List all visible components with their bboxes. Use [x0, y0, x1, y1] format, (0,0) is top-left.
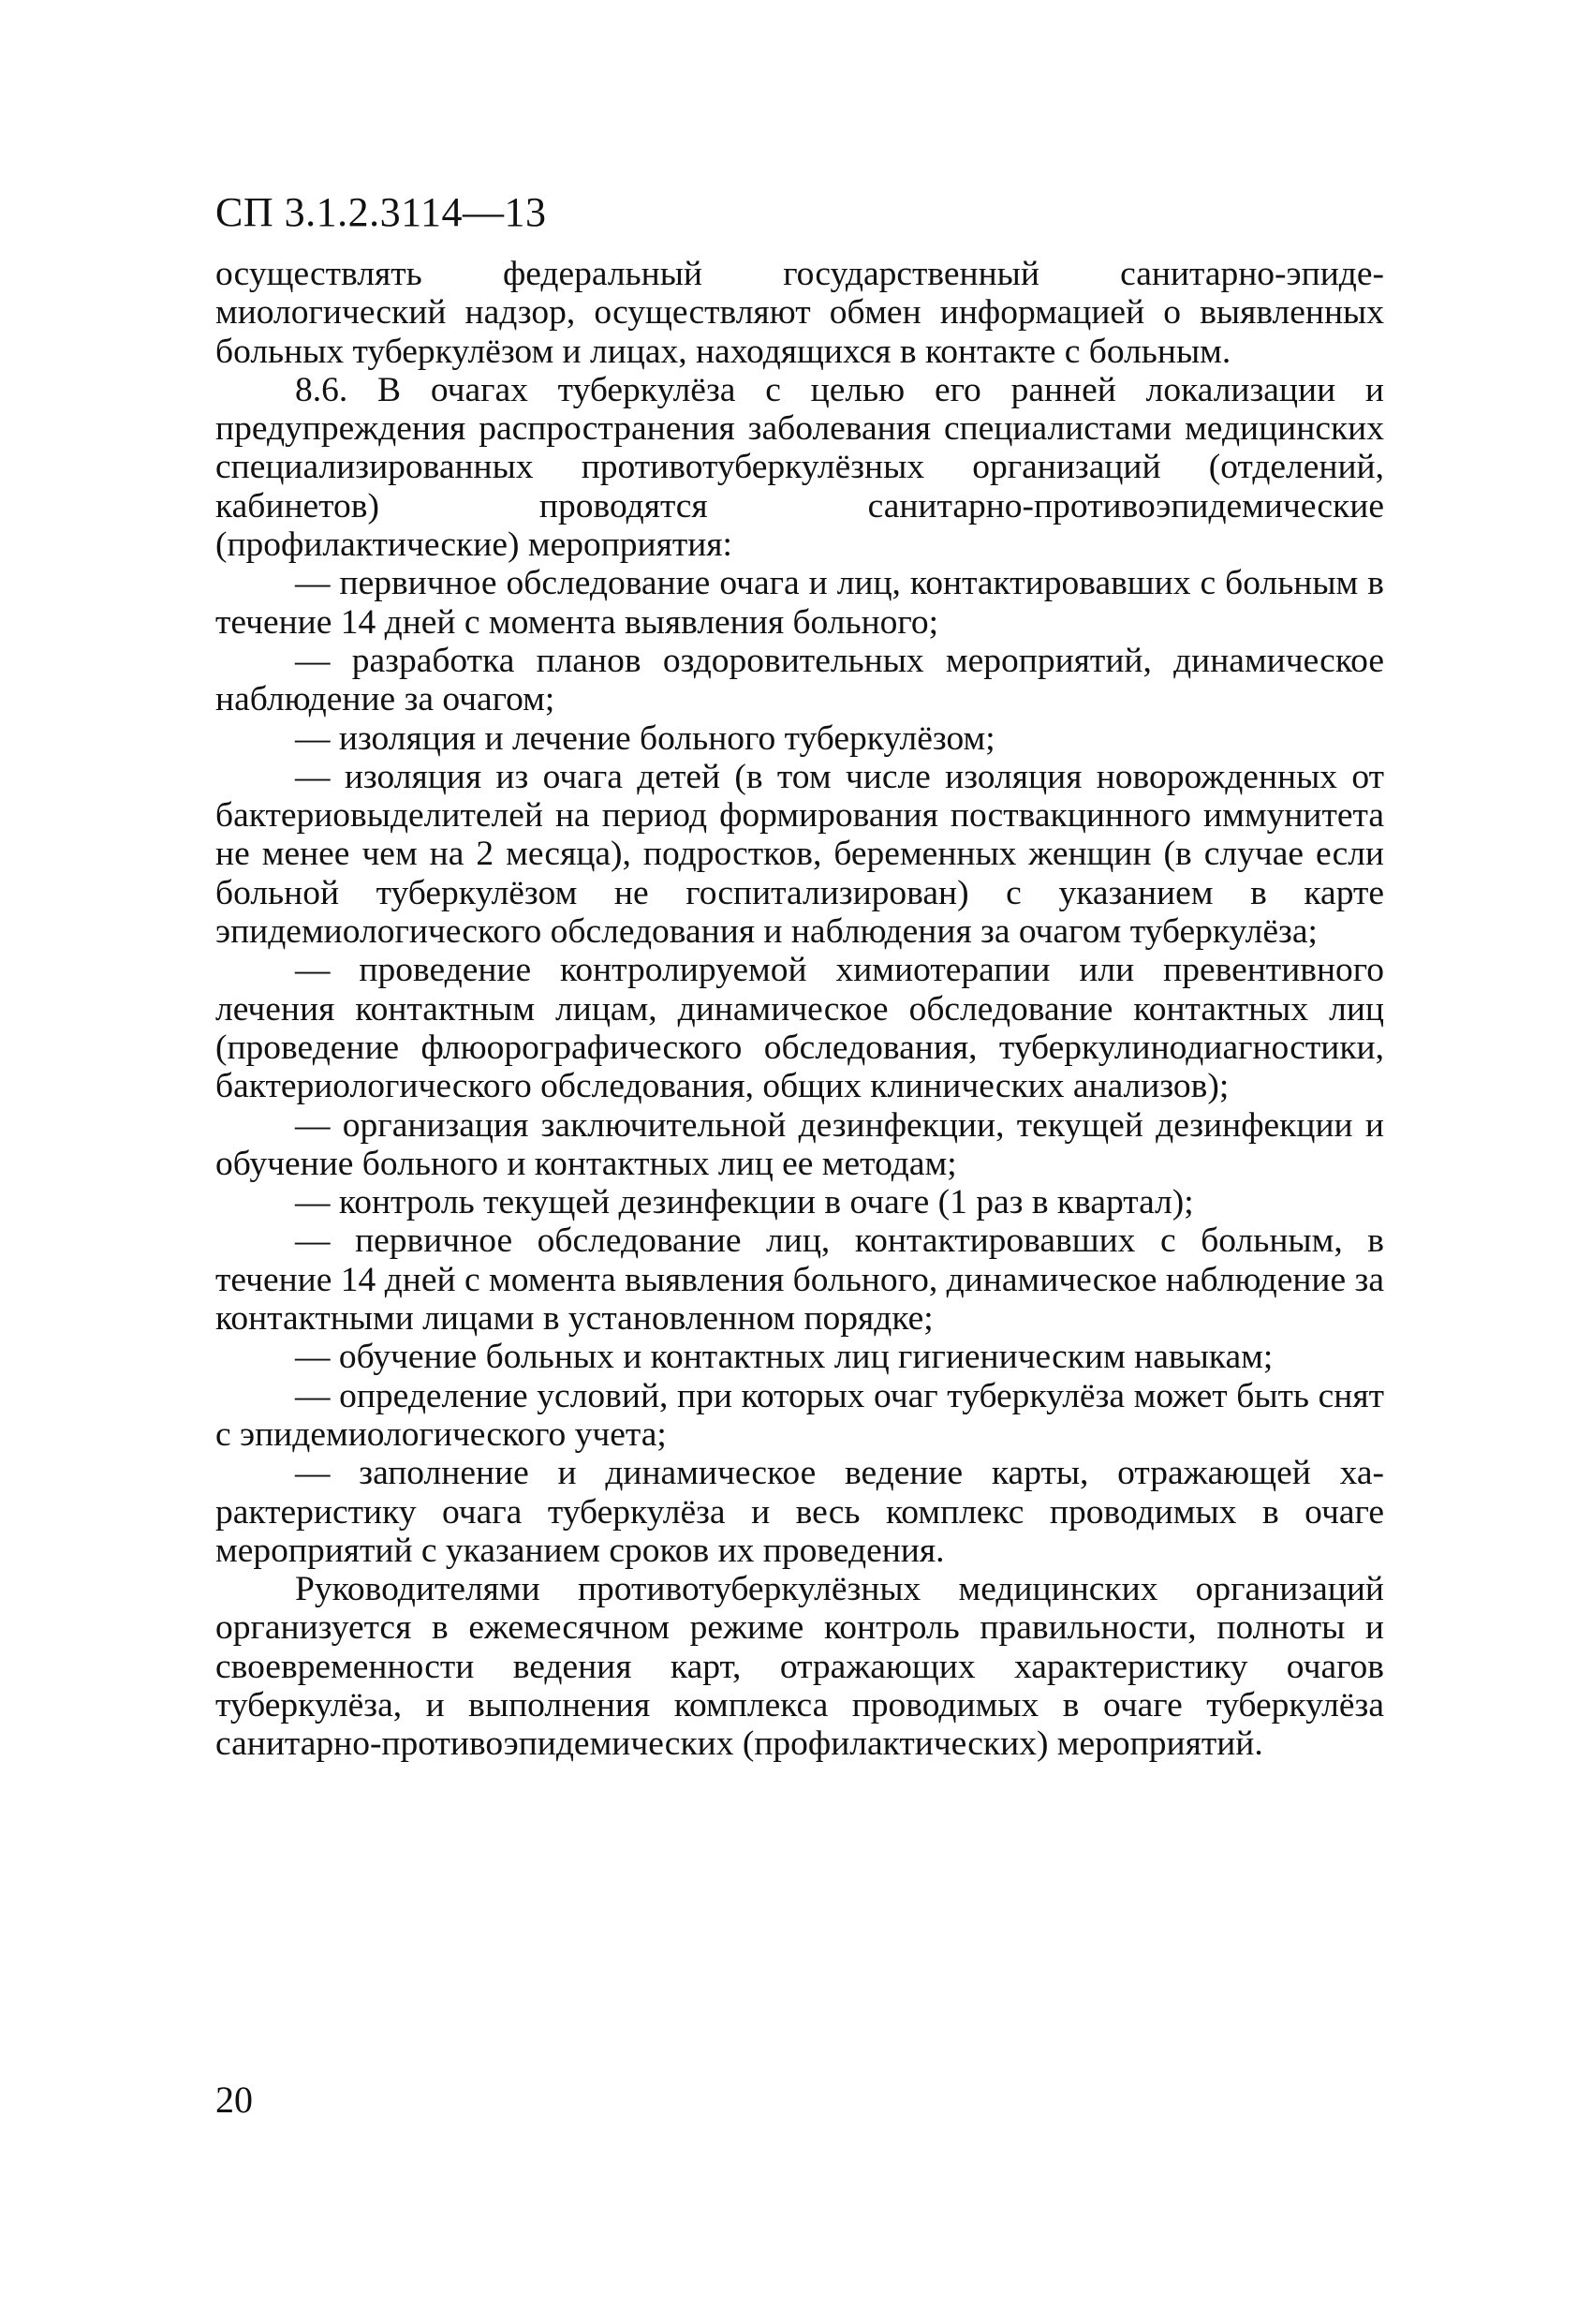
list-item: — разработка планов оздоровительных мероприятий, динамическое наблюдение за очагом;	[215, 641, 1384, 719]
list-item: — изоляция из очага детей (в том числе изоляция новорожденных от бактериовыделителей на период формирования поствакцинного иммунитета не менее чем на 2 месяца), подростков, беременных женщин (в случае если больной туберкулёзом не госпитализирован) с указанием в карте эпидемиологического обследования и наблюдения за очагом туберкулёза;	[215, 757, 1384, 952]
list-item: — обучение больных и контактных лиц гигиеническим навыкам;	[295, 1338, 1274, 1377]
list-item: — определение условий, при которых очаг туберкулёза может быть снят с эпидемиологического учета;	[215, 1376, 1384, 1454]
list-item: — заполнение и динамическое ведение карты, отражающей характеристику очага туберкулёза и весь комплекс проводимых в очаге мероприятий с указанием сроков их проведения.	[215, 1454, 1384, 1570]
body-text	[215, 255, 1384, 1764]
list-item: — организация заключительной дезинфекции, текущей дезинфекции и обучение больного и контактных лиц ее методам;	[215, 1105, 1384, 1183]
list-item: — проведение контролируемой химиотерапии или превентивного лечения контактным лицам, динамическое обследование контактных лиц (проведение флюорографического обследования, туберкулинодиагностики, бактериологического обследования, общих клинических анализов);	[215, 951, 1384, 1106]
paragraph-continuation: осуществлять федеральный государственный санитарно-эпидемиологический надзор, осуществляют обмен информацией о выявленных больных туберкулёзом и лицах, находящихся в контакте с больным.	[215, 255, 1384, 371]
paragraph-control: Руководителями противотуберкулёзных медицинских организаций организуется в ежемесячном режиме контроль правильности, полноты и своевременности ведения карт, отражающих характеристику очагов туберкулёза, и выполнения комплекса проводимых в очаге туберкулёза санитарно-противоэпидемических (профилактических) мероприятий.	[215, 1570, 1384, 1764]
paragraph-section-8-6: 8.6. В очагах туберкулёза с целью его ранней локализации и предупреждения распространения заболевания специалистами медицинских специализированных противотуберкулёзных организаций (отделений, кабинетов) проводятся санитарно-противоэпидемические (профилактические) мероприятия:	[215, 370, 1384, 565]
document-code-header: СП 3.1.2.3114—13	[215, 189, 547, 235]
list-item: — контроль текущей дезинфекции в очаге (1 раз в квартал);	[295, 1183, 1194, 1222]
list-item: — изоляция и лечение больного туберкулёзом;	[295, 718, 995, 758]
list-item: — первичное обследование лиц, контактировавших с больным, в течение 14 дней с момента выявления больного, динамическое наблюдение за контактными лицами в установленном порядке;	[215, 1221, 1384, 1339]
page-number: 20	[215, 2079, 253, 2121]
list-item: — первичное обследование очага и лиц, контактировавших с больным в течение 14 дней с момента выявления больного;	[215, 564, 1384, 642]
